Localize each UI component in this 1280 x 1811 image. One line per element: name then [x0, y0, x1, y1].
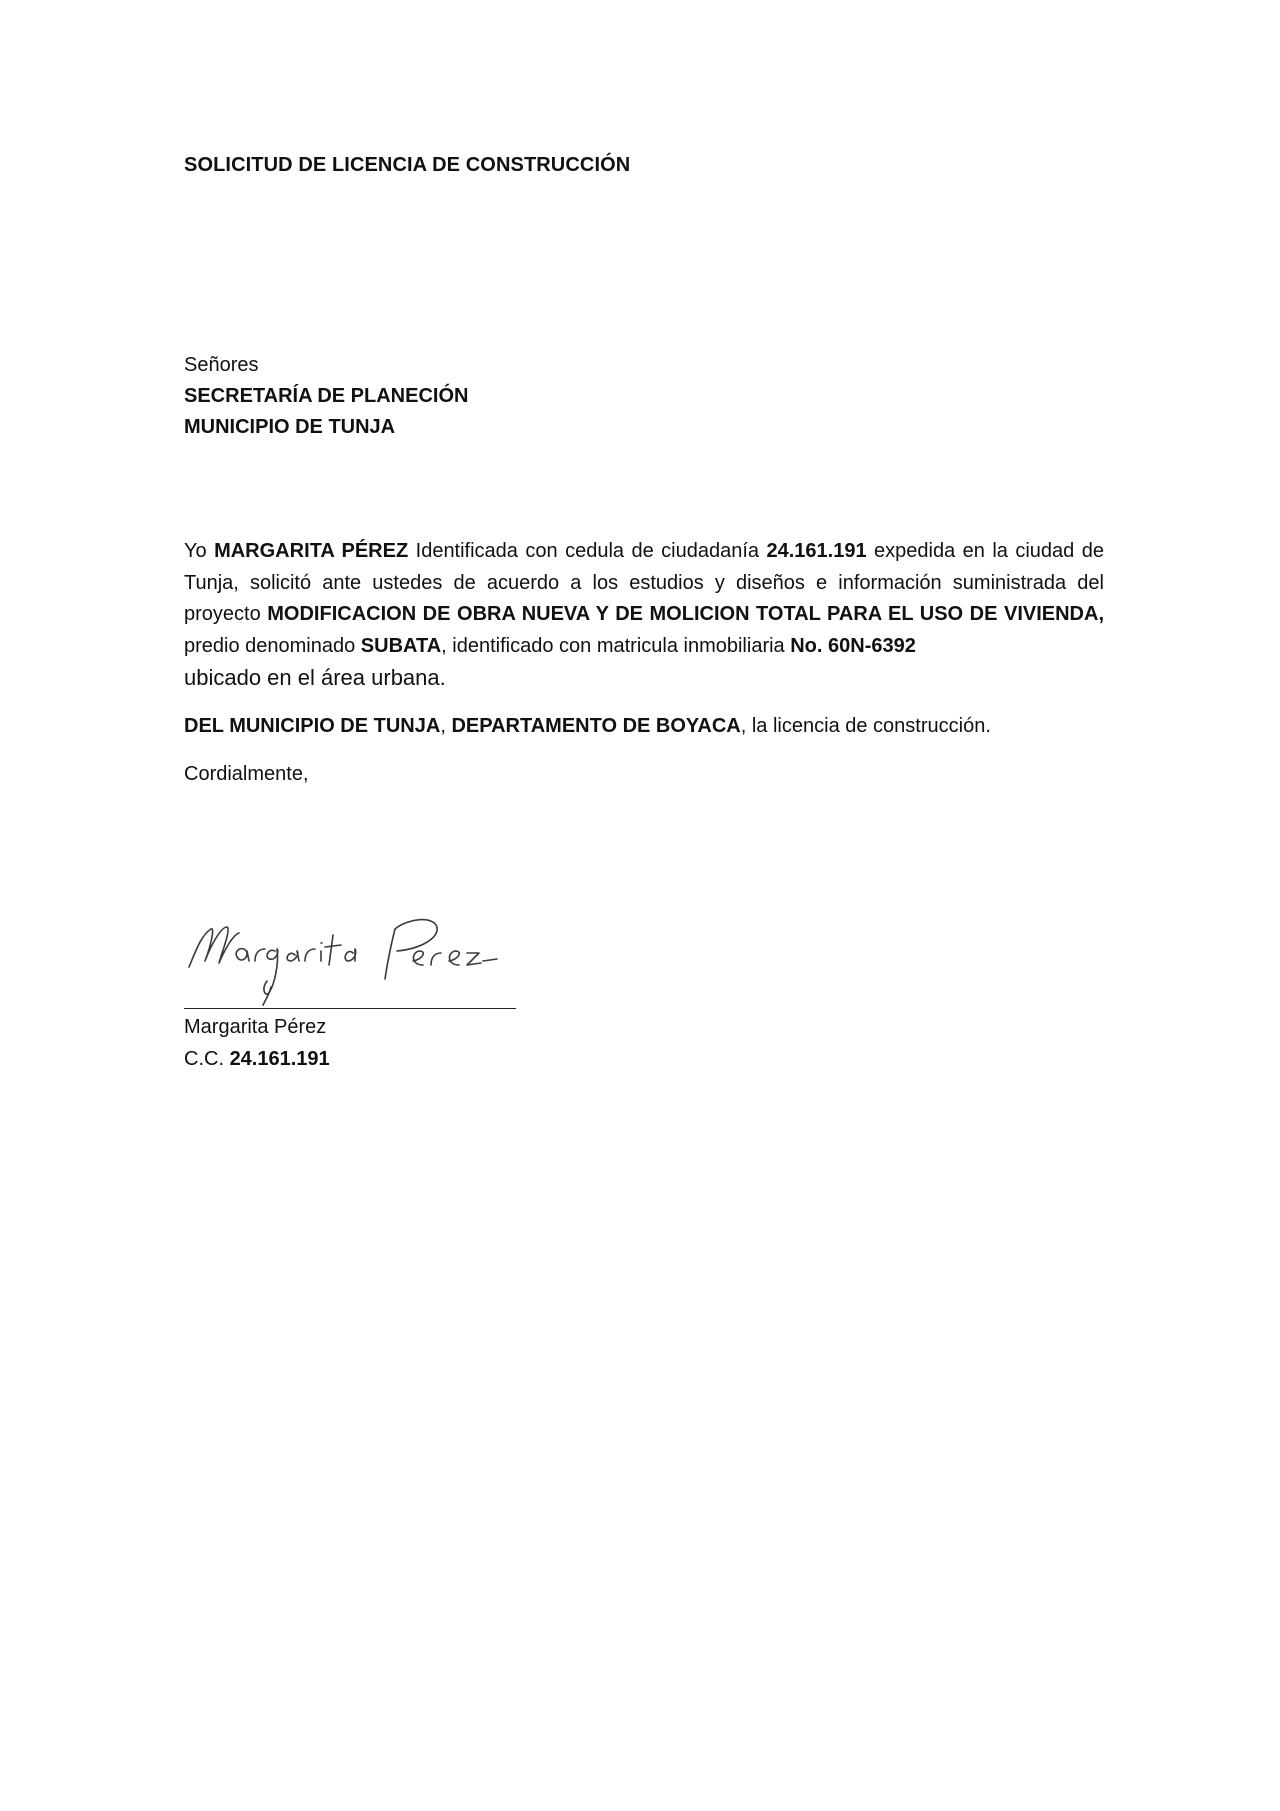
signer-id-number: 24.161.191 [229, 1048, 330, 1070]
body-text-c: expedida en la ciudad de Tunja, solicitó ante ustedes de acuerdo a los estudios y diseños e información suministrada del proyecto [184, 540, 1104, 625]
body-text-a: Yo [184, 540, 215, 562]
recipient-salutation: Señores [184, 354, 259, 376]
signer-id-prefix: C.C. [184, 1048, 230, 1070]
recipient-block [184, 350, 468, 443]
applicant-id-number: 24.161.191 [766, 540, 867, 562]
applicant-name: MARGARITA PÉREZ [214, 540, 409, 562]
signer-name: Margarita Pérez [184, 1016, 327, 1038]
location-municipality: DEL MUNICIPIO DE TUNJA [184, 715, 441, 737]
signer-id [184, 1048, 330, 1071]
recipient-office: SECRETARÍA DE PLANECIÓN [184, 385, 469, 407]
body-text-f: ubicado en el área urbana. [184, 665, 446, 690]
closing-text: Cordialmente, [184, 763, 309, 785]
request-paragraph [184, 536, 1104, 696]
location-line [184, 715, 991, 738]
property-name: SUBATA [360, 634, 442, 657]
body-text-e: , identificado con matricula inmobiliaria [441, 634, 791, 657]
signature-line [184, 1008, 516, 1009]
body-text-b: Identificada con cedula de ciudadanía [408, 540, 767, 562]
location-sep: , [440, 715, 452, 737]
location-rest: , la licencia de construcción. [740, 715, 991, 737]
recipient-municipality: MUNICIPIO DE TUNJA [184, 416, 396, 438]
registration-number: No. 60N-6392 [790, 634, 916, 657]
body-text-d: predio denominado [184, 634, 361, 657]
project-name: MODIFICACION DE OBRA NUEVA Y DE MOLICION TOTAL PARA EL USO DE VIVIENDA, [267, 603, 1105, 625]
location-department: DEPARTAMENTO DE BOYACA [451, 715, 741, 737]
document-title: SOLICITUD DE LICENCIA DE CONSTRUCCIÓN [184, 154, 631, 176]
handwritten-signature [175, 905, 515, 1015]
